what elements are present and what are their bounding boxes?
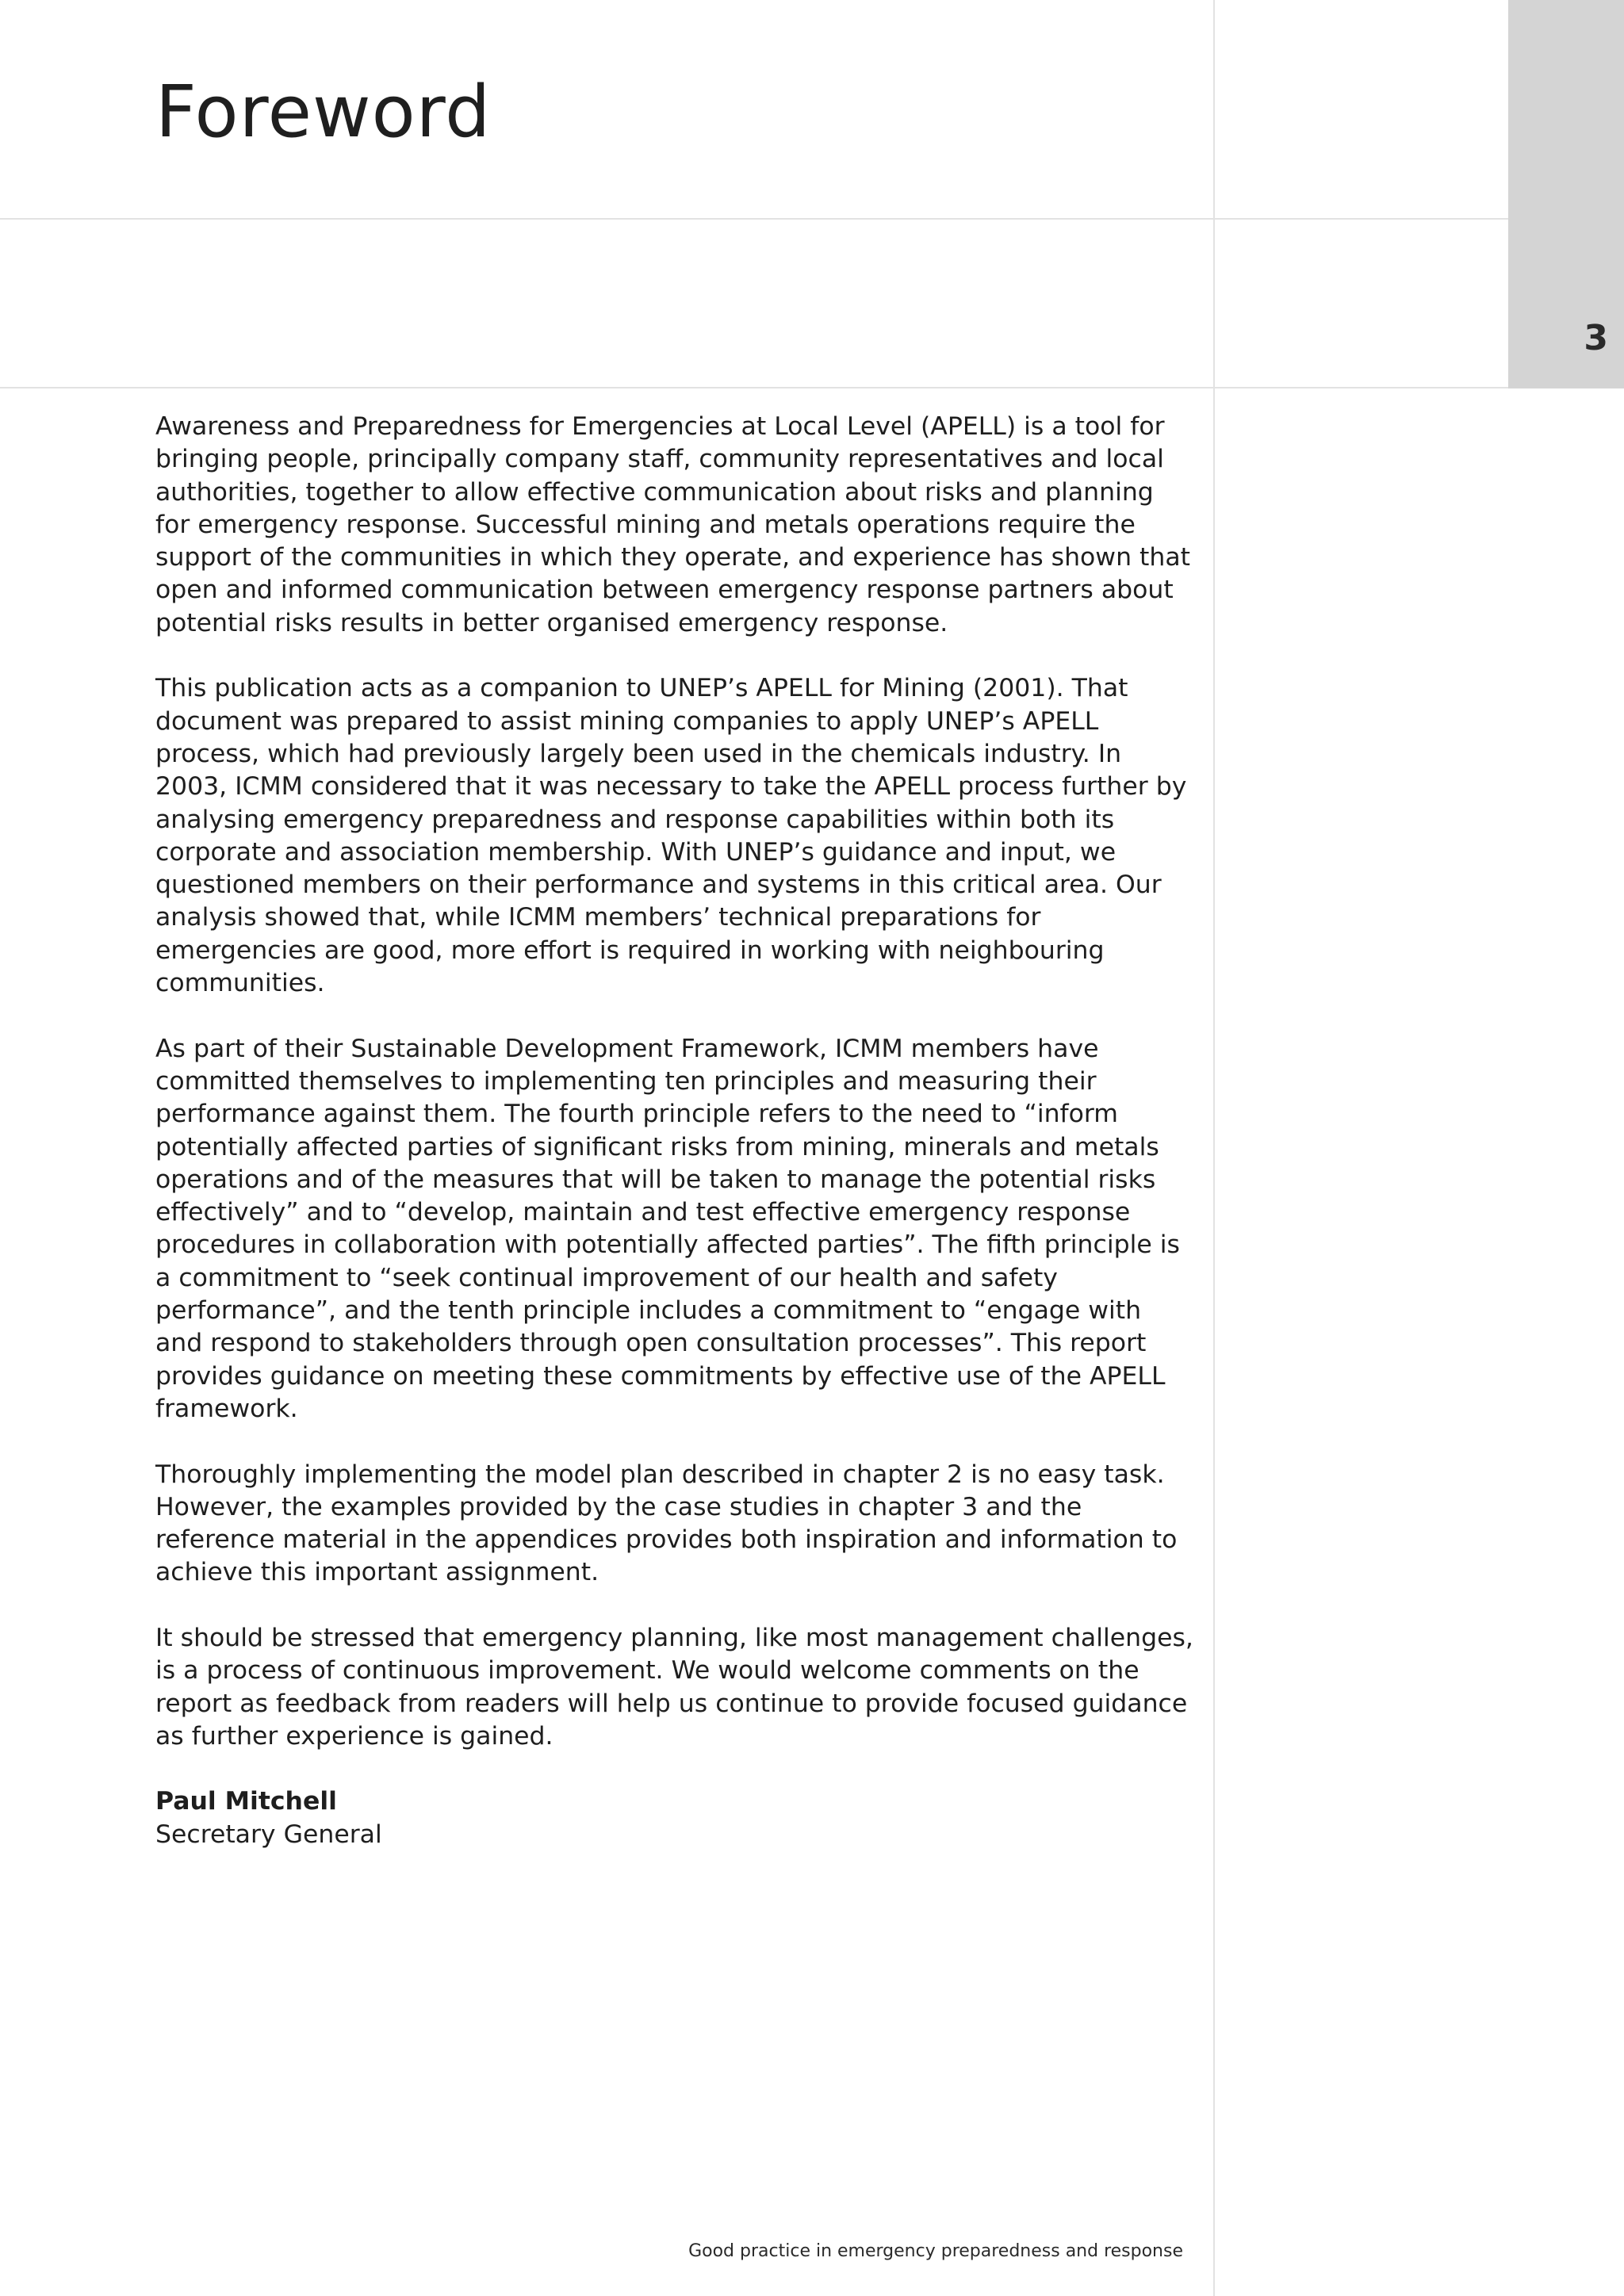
running-footer: Good practice in emergency preparedness and response [688, 2241, 1183, 2261]
page-number: 3 [1584, 318, 1608, 358]
paragraph-1: Awareness and Preparedness for Emergencies at Local Level (APELL) is a tool for bringing people, principally company staff, community representatives and local authorities, together to allow effective communication about risks and planning for emergency response. Successful mining and metals operations require the support of the communities in which they operate, and experience has shown that open and informed communication between emergency response partners about potential risks results in better organised emergency response. [155, 412, 1191, 637]
vertical-column-rule [1213, 0, 1215, 2296]
page-title: Foreword [155, 71, 492, 154]
paragraph-4: Thoroughly implementing the model plan described in chapter 2 is no easy task. However, the examples provided by the case studies in chapter 3 and the reference material in the appendices provides both inspiration and information to achieve this important assignment. [155, 1460, 1178, 1587]
foreword-body [155, 411, 1194, 1851]
signatory-title: Secretary General [155, 1820, 382, 1849]
page-number-tab [1508, 0, 1624, 388]
header-rule-top [0, 218, 1508, 220]
signatory-name: Paul Mitchell [155, 1787, 337, 1816]
header-rule-bottom [0, 387, 1508, 388]
signature-block [155, 1785, 1194, 1851]
paragraph-5: It should be stressed that emergency planning, like most management challenges, is a process of continuous improvement. We would welcome comments on the report as feedback from readers will help us continue to provide focused guidance as further experience is gained. [155, 1623, 1193, 1751]
paragraph-2: This publication acts as a companion to UNEP’s APELL for Mining (2001). That document was prepared to assist mining companies to apply UNEP’s APELL process, which had previously largely been used in the chemicals industry. In 2003, ICMM considered that it was necessary to take the APELL process further by analysing emergency preparedness and response capabilities within both its corporate and association membership. With UNEP’s guidance and input, we questioned members on their performance and systems in this critical area. Our analysis showed that, while ICMM members’ technical preparations for emergencies are good, more effort is required in working with neighbouring communities. [155, 674, 1187, 998]
paragraph-3: As part of their Sustainable Development Framework, ICMM members have committed themselves to implementing ten principles and measuring their performance against them. The fourth principle refers to the need to “inform potentially affected parties of significant risks from mining, minerals and metals operations and of the measures that will be taken to manage the potential risks effectively” and to “develop, maintain and test effective emergency response procedures in collaboration with potentially affected parties”. The fifth principle is a commitment to “seek continual improvement of our health and safety performance”, and the tenth principle includes a commitment to “engage with and respond to stakeholders through open consultation processes”. This report provides guidance on meeting these commitments by effective use of the APELL framework. [155, 1034, 1180, 1423]
